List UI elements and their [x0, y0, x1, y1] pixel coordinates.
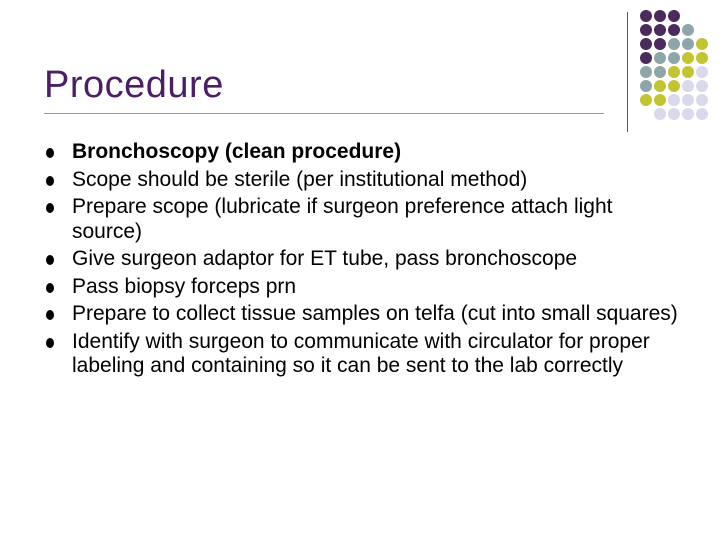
bullet-icon	[46, 338, 54, 348]
decorative-dot	[682, 66, 694, 78]
title-divider	[44, 113, 604, 114]
decorative-dot-grid	[640, 10, 720, 120]
decorative-dot	[668, 94, 680, 106]
decorative-dot	[682, 38, 694, 50]
bullet-icon	[46, 283, 54, 293]
slide-title: Procedure	[44, 64, 224, 106]
decorative-dot	[654, 80, 666, 92]
decorative-dot	[668, 24, 680, 36]
decorative-dot	[640, 38, 652, 50]
bullet-item	[44, 168, 684, 193]
decorative-dot	[668, 80, 680, 92]
bullet-item	[44, 195, 684, 244]
decorative-dot	[668, 38, 680, 50]
decorative-dot	[640, 52, 652, 64]
decorative-dot	[654, 66, 666, 78]
decorative-dot	[668, 10, 680, 22]
bullet-item	[44, 140, 684, 165]
corner-divider	[627, 12, 628, 132]
bullet-icon	[46, 148, 54, 158]
decorative-dot	[696, 94, 708, 106]
decorative-dot	[682, 108, 694, 120]
decorative-dot	[682, 24, 694, 36]
decorative-dot	[696, 80, 708, 92]
decorative-dot	[682, 94, 694, 106]
decorative-dot	[654, 52, 666, 64]
decorative-dot	[696, 66, 708, 78]
bullet-item	[44, 302, 684, 327]
decorative-dot	[640, 24, 652, 36]
decorative-dot	[668, 66, 680, 78]
decorative-dot	[654, 38, 666, 50]
bullet-text: Give surgeon adaptor for ET tube, pass bronchoscope	[72, 247, 578, 270]
decorative-dot	[682, 80, 694, 92]
decorative-dot	[640, 66, 652, 78]
decorative-dot	[696, 38, 708, 50]
bullet-text: Identify with surgeon to communicate with circulator for proper labeling and containing so it can be sent to the lab correctly	[72, 329, 650, 377]
decorative-dot	[696, 108, 708, 120]
bullet-text: Prepare scope (lubricate if surgeon preference attach light source)	[72, 195, 613, 243]
decorative-dot	[640, 10, 652, 22]
decorative-dot	[654, 108, 666, 120]
bullet-item	[44, 247, 684, 272]
bullet-icon	[46, 203, 54, 213]
bullet-icon	[46, 255, 54, 265]
decorative-dot	[654, 94, 666, 106]
decorative-dot	[682, 52, 694, 64]
bullet-text: Pass biopsy forceps prn	[72, 274, 297, 298]
decorative-dot	[696, 52, 708, 64]
bullet-icon	[46, 310, 54, 320]
decorative-dot	[654, 24, 666, 36]
bullet-text: Scope should be sterile (per institutional method)	[72, 167, 528, 191]
bullet-item	[44, 275, 684, 300]
decorative-dot	[640, 94, 652, 106]
bullet-icon	[46, 176, 54, 186]
decorative-dot	[654, 10, 666, 22]
decorative-dot	[668, 108, 680, 120]
bullet-text: Bronchoscopy (clean procedure)	[72, 140, 402, 163]
decorative-dot	[668, 52, 680, 64]
decorative-dot	[640, 80, 652, 92]
bullet-list	[44, 140, 684, 382]
bullet-item	[44, 330, 684, 379]
bullet-text: Prepare to collect tissue samples on telfa (cut into small squares)	[72, 302, 678, 325]
